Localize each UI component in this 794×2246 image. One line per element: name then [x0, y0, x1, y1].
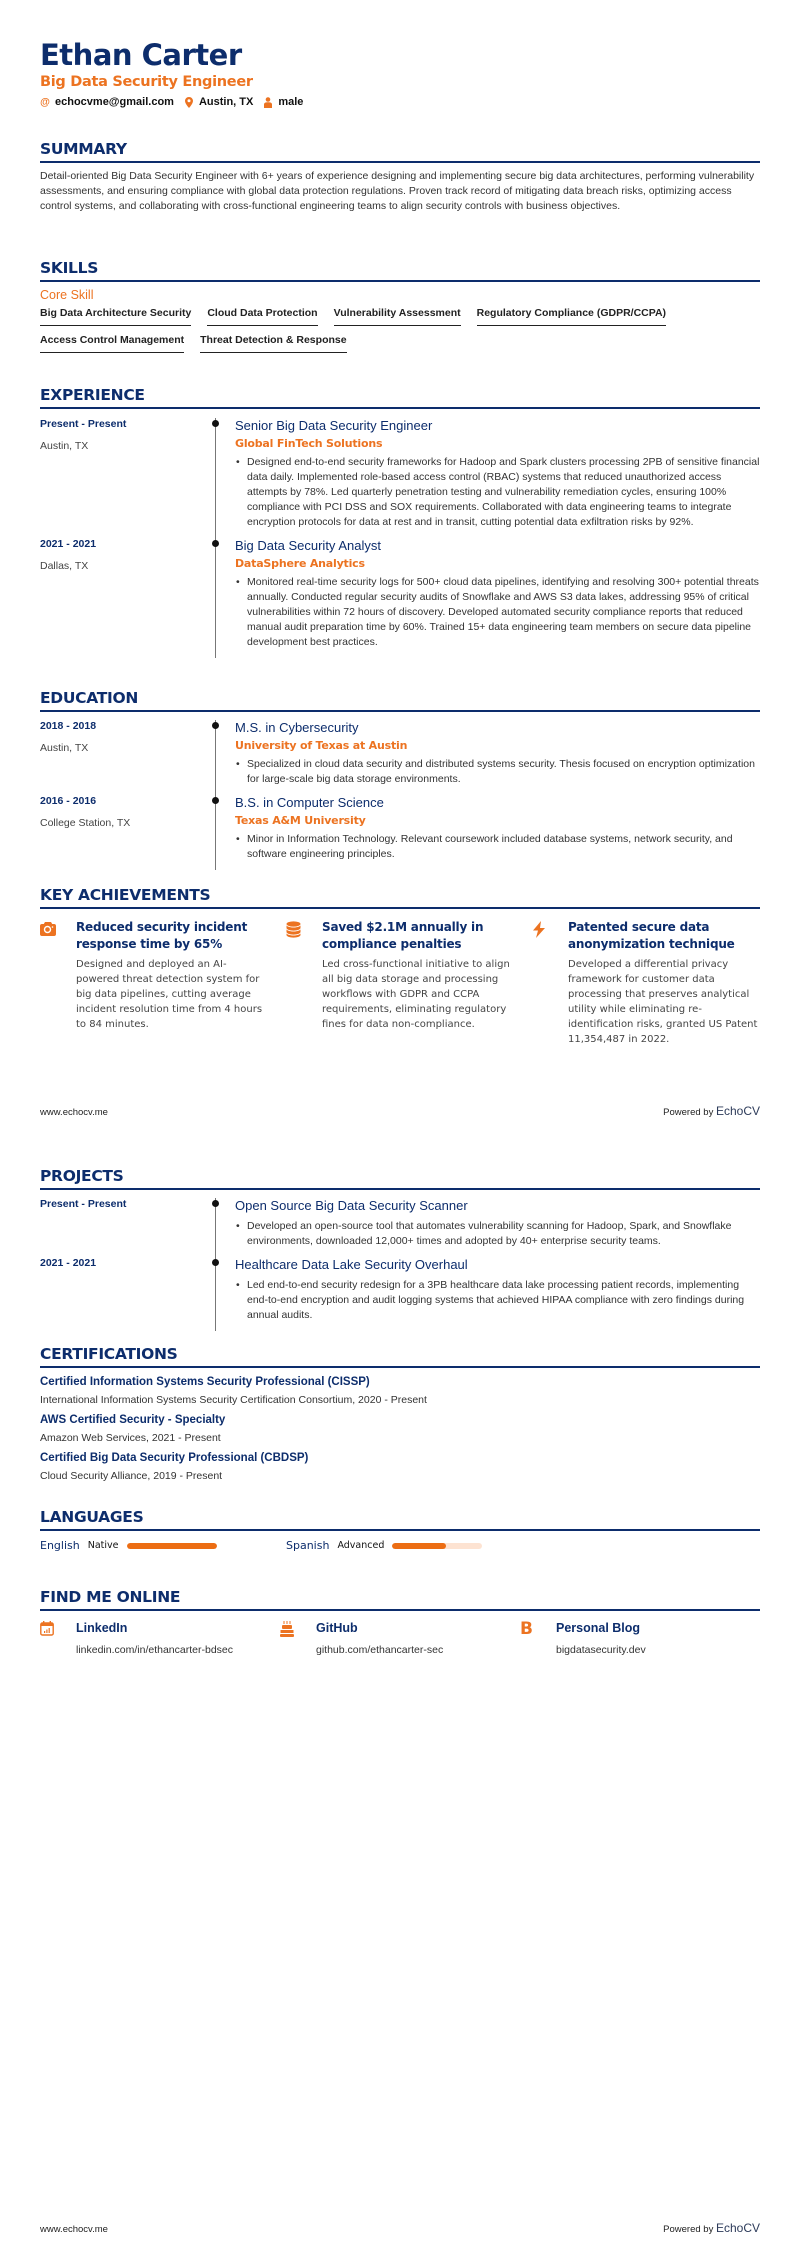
- skill-tag: Regulatory Compliance (GDPR/CCPA): [477, 307, 666, 326]
- online-profile-linkedin[interactable]: [40, 1621, 280, 1656]
- contact-location: [184, 96, 253, 108]
- summary-section: [40, 140, 760, 214]
- entry-location: Austin, TX: [40, 742, 89, 754]
- letter-b-icon: B: [520, 1619, 533, 1639]
- database-icon: [286, 919, 322, 1047]
- section-title-certifications: CERTIFICATIONS: [40, 1345, 760, 1368]
- section-title-online: FIND ME ONLINE: [40, 1588, 760, 1611]
- skill-tag: Threat Detection & Response: [200, 334, 346, 353]
- skill-tag: Vulnerability Assessment: [334, 307, 461, 326]
- timeline-dot: [212, 540, 219, 547]
- lightning-icon: [532, 919, 568, 1047]
- footer-powered-by: [663, 2221, 760, 2235]
- candidate-name: Ethan Carter: [40, 38, 242, 72]
- timeline-line: [215, 795, 216, 870]
- certification-meta: Amazon Web Services, 2021 - Present: [40, 1432, 221, 1444]
- certification-meta: International Information Systems Security Certification Consortium, 2020 - Present: [40, 1394, 427, 1406]
- camera-icon: [40, 919, 76, 1047]
- contact-email[interactable]: [40, 96, 174, 108]
- project-name: Open Source Big Data Security Scanner: [235, 1198, 468, 1213]
- projects-section: [40, 1167, 760, 1331]
- entry-organization: DataSphere Analytics: [235, 557, 365, 570]
- online-profile-github[interactable]: [280, 1621, 520, 1656]
- timeline-dot: [212, 722, 219, 729]
- certification-meta: Cloud Security Alliance, 2019 - Present: [40, 1470, 223, 1482]
- language-level: Native: [87, 1540, 119, 1551]
- timeline-line: [215, 418, 216, 538]
- skills-section: [40, 259, 760, 361]
- powered-by-label: Powered by: [663, 1107, 714, 1118]
- location-pin-icon: [184, 97, 194, 108]
- online-url[interactable]: linkedin.com/in/ethancarter-bdsec: [76, 1644, 233, 1656]
- section-title-skills: SKILLS: [40, 259, 760, 282]
- achievement-title: Patented secure data anonymization technique: [568, 920, 735, 951]
- entry-bullet: • Monitored real-time security logs for 500+ cloud data pipelines, identifying and resolving 300+ potential threats annually. Conducted regular security audits of Snowflake and AWS S3 data lakes, addressing 95% of critical vulnerabilities within 72 hours of discovery. Developed automated security compliance reports that reduced manual audit preparation time by 60%. Trained 15+ data engineering team members on secure data pipeline development best practices.: [235, 575, 760, 650]
- entry-bullet: • Designed end-to-end security frameworks for Hadoop and Spark clusters processing 2PB of sensitive financial data daily. Implemented role-based access control (RBAC) systems that reduced unauthorized access attempts by 78%. Led quarterly penetration testing and vulnerability remediation cycles, ensuring 100% compliance with PCI DSS and SOX requirements. Collaborated with data engineering teams to integrate encryption protocols for data at rest and in transit, cutting potential data exfiltration risks by 92%.: [235, 455, 760, 530]
- entry-degree: M.S. in Cybersecurity: [235, 720, 359, 735]
- experience-entry: [40, 418, 760, 538]
- candidate-title: Big Data Security Engineer: [40, 74, 253, 90]
- skill-tag: Big Data Architecture Security: [40, 307, 191, 326]
- timeline-dot: [212, 797, 219, 804]
- online-section: [40, 1588, 760, 1656]
- resume-page-2: [0, 1123, 794, 2246]
- entry-role: Big Data Security Analyst: [235, 538, 381, 553]
- entry-degree: B.S. in Computer Science: [235, 795, 384, 810]
- brand-name[interactable]: EchoCV: [715, 2221, 760, 2235]
- section-title-languages: LANGUAGES: [40, 1508, 760, 1531]
- entry-bullet: • Developed an open-source tool that automates vulnerability scanning for Hadoop, Spark, and Snowflake environments, downloaded 12,000+ times and adopted by 40+ enterprise security teams.: [235, 1219, 760, 1249]
- footer-website-link[interactable]: www.echocv.me: [40, 2224, 108, 2235]
- language-name: English: [40, 1539, 80, 1552]
- entry-school: University of Texas at Austin: [235, 739, 408, 752]
- certifications-section: [40, 1345, 760, 1482]
- skill-tag: Access Control Management: [40, 334, 184, 353]
- timeline-line: [215, 1198, 216, 1257]
- timeline-dot: [212, 1200, 219, 1207]
- section-title-summary: SUMMARY: [40, 140, 760, 163]
- timeline-dot: [212, 420, 219, 427]
- language-proficiency-bar: [127, 1543, 217, 1549]
- entry-bullet: • Led end-to-end security redesign for a 3PB healthcare data lake processing patient records, implementing end-to-end encryption and audit logging systems that achieved HIPAA compliance with zero findings during annual audits.: [235, 1278, 760, 1323]
- footer-website-link[interactable]: www.echocv.me: [40, 1107, 108, 1118]
- online-label: GitHub: [316, 1621, 358, 1635]
- achievement-card: [286, 919, 514, 1047]
- achievement-title: Saved $2.1M annually in compliance penalties: [322, 920, 484, 951]
- entry-date: 2021 - 2021: [40, 538, 97, 550]
- language-level: Advanced: [337, 1540, 385, 1551]
- brand-name[interactable]: EchoCV: [715, 1104, 760, 1118]
- language-item: [286, 1539, 532, 1552]
- entry-bullet: • Specialized in cloud data security and distributed systems security. Thesis focused on encryption optimization for large-scale big data storage environments.: [235, 757, 760, 787]
- certification-name: AWS Certified Security - Specialty: [40, 1414, 226, 1426]
- skills-list: [40, 307, 760, 361]
- entry-role: Senior Big Data Security Engineer: [235, 418, 433, 433]
- online-url[interactable]: bigdatasecurity.dev: [556, 1644, 646, 1656]
- contact-gender-text: male: [278, 96, 304, 108]
- calendar-chart-icon: [40, 1621, 76, 1656]
- experience-entry: [40, 538, 760, 658]
- achievement-card: [40, 919, 268, 1047]
- entry-date: Present - Present: [40, 1198, 127, 1210]
- online-profile-blog[interactable]: [520, 1621, 760, 1656]
- contact-gender: [263, 96, 303, 108]
- skill-tag: Cloud Data Protection: [207, 307, 317, 326]
- certification-name: Certified Big Data Security Professional (CBDSP): [40, 1452, 309, 1464]
- timeline-line: [215, 720, 216, 795]
- footer-powered-by: [663, 1104, 760, 1118]
- education-entry: [40, 795, 760, 870]
- certification-item: [40, 1452, 760, 1482]
- entry-organization: Global FinTech Solutions: [235, 437, 383, 450]
- language-name: Spanish: [286, 1539, 330, 1552]
- skill-group-label: Core Skill: [40, 288, 94, 302]
- timeline-line: [215, 538, 216, 658]
- entry-location: College Station, TX: [40, 817, 131, 829]
- online-label: LinkedIn: [76, 1621, 128, 1635]
- achievement-description: Designed and deployed an AI-powered threat detection system for big data pipelines, cutting average incident resolution time from 4 hours to 84 minutes.: [76, 959, 263, 1030]
- summary-text: Detail-oriented Big Data Security Engineer with 6+ years of experience designing and implementing secure big data architectures, performing vulnerability assessments, and ensuring compliance with global data protection regulations. Proven track record of mitigating data breach risks, optimizing access control systems, and collaborating with cross-functional engineering teams to align security controls with business objectives.: [40, 170, 755, 212]
- achievement-title: Reduced security incident response time by 65%: [76, 920, 248, 951]
- education-section: [40, 689, 760, 870]
- project-entry: [40, 1198, 760, 1257]
- experience-section: [40, 386, 760, 658]
- achievement-description: Led cross-functional initiative to align all big data storage and processing workflows with GDPR and CCPA requirements, eliminating regulatory fines for data non-compliance.: [322, 959, 510, 1030]
- certification-item: [40, 1376, 760, 1406]
- certification-item: [40, 1414, 760, 1444]
- entry-date: 2021 - 2021: [40, 1257, 97, 1269]
- online-url[interactable]: github.com/ethancarter-sec: [316, 1644, 444, 1656]
- entry-date: Present - Present: [40, 418, 127, 430]
- entry-date: 2016 - 2016: [40, 795, 97, 807]
- languages-section: [40, 1508, 760, 1552]
- entry-school: Texas A&M University: [235, 814, 366, 827]
- certification-name: Certified Information Systems Security Professional (CISSP): [40, 1376, 370, 1388]
- achievement-description: Developed a differential privacy framework for customer data processing that preserves analytical utility while eliminating re-identification risks, granted US Patent 11,354,487 in 2022.: [568, 959, 758, 1045]
- section-title-achievements: KEY ACHIEVEMENTS: [40, 886, 760, 909]
- online-label: Personal Blog: [556, 1621, 641, 1635]
- contact-email-text: echocvme@gmail.com: [55, 96, 174, 108]
- contact-location-text: Austin, TX: [198, 96, 254, 108]
- contact-row: [40, 96, 303, 108]
- achievements-section: [40, 886, 760, 1047]
- cake-icon: [280, 1621, 316, 1656]
- section-title-experience: EXPERIENCE: [40, 386, 760, 409]
- section-title-projects: PROJECTS: [40, 1167, 760, 1190]
- entry-location: Dallas, TX: [40, 560, 89, 572]
- timeline-line: [215, 1257, 216, 1331]
- education-entry: [40, 720, 760, 795]
- at-icon: @: [40, 96, 50, 108]
- entry-date: 2018 - 2018: [40, 720, 97, 732]
- section-title-education: EDUCATION: [40, 689, 760, 712]
- timeline-dot: [212, 1259, 219, 1266]
- person-icon: [263, 97, 273, 108]
- project-name: Healthcare Data Lake Security Overhaul: [235, 1257, 468, 1272]
- project-entry: [40, 1257, 760, 1331]
- powered-by-label: Powered by: [663, 2224, 714, 2235]
- page-footer: [40, 1104, 760, 1118]
- page-footer: [40, 2221, 760, 2235]
- entry-bullet: • Minor in Information Technology. Relevant coursework included database systems, network security, and software engineering principles.: [235, 832, 760, 862]
- language-proficiency-bar: [392, 1543, 482, 1549]
- entry-location: Austin, TX: [40, 440, 89, 452]
- language-item: [40, 1539, 286, 1552]
- achievement-card: [532, 919, 760, 1047]
